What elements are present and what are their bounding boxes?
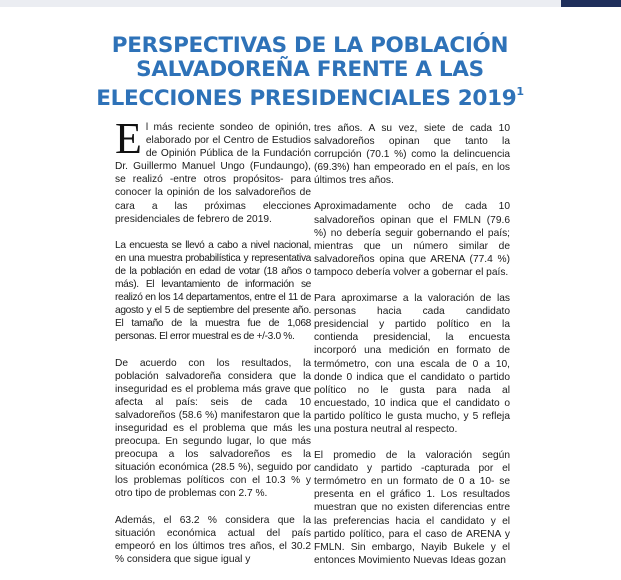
drop-cap-letter: E — [115, 114, 142, 163]
title-footnote-marker: 1 — [516, 85, 524, 98]
body-paragraph-4: Además, el 63.2 % considera que la situación económica actual del país empeoró en los últimos tres años, el 30.2 % considera que sigue igual y — [115, 514, 311, 565]
left-text-column — [115, 114, 311, 579]
body-paragraph-1 — [115, 114, 311, 226]
top-header-bar — [0, 0, 621, 7]
body-paragraph-2: La encuesta se llevó a cabo a nivel nacional, en una muestra probabilística y representativa de la población en edad de votar (18 años o más). El levantamiento de información se realizó en los 14 departamentos, entre el 11 de agosto y el 5 de septiembre del presente año. El tamaño de la muestra fue de 1,068 personas. El error muestral es de +/-3.0 %. — [115, 239, 311, 343]
body-paragraph-7: Para aproximarse a la valoración de las personas hacia cada candidato presidencial y partido político en la contienda presidencial, la encuesta incorporó una medición en formato de termómetro, con una escala de 0 a 10, donde 0 indica que el candidato o partido político no le gusta para nada al encuestado, 10 indica que el candidato o partido político le gusta mucho, y 5 refleja una postura neutral al respecto. — [314, 293, 510, 435]
title-line-2: SALVADOREÑA FRENTE A LAS — [136, 57, 484, 82]
body-paragraph-6: Aproximadamente ocho de cada 10 salvadoreños opinan que el FMLN (79.6 %) no debería seguir gobernando el país; mientras que un número similar de salvadoreños opina que ARENA (77.4 %) tampoco debería volver a gobernar el país. — [314, 201, 510, 278]
body-paragraph-5: tres años. A su vez, siete de cada 10 salvadoreños opinan que tanto la corrupción (70.1 %) como la delincuencia (69.3%) han empeorado en el país, en los últimos tres años. — [314, 123, 510, 187]
body-paragraph-3: De acuerdo con los resultados, la población salvadoreña considera que la inseguridad es el problema más grave que afecta al país: seis de cada 10 salvadoreños (58.6 %) manifestaron que la inseguridad es el problema que más les preocupa. En segundo lugar, lo que más preocupa a los salvadoreños es la situación económica (28.5 %), seguido por los problemas políticos con el 10.3 % y otro tipo de problemas con 2.7 %. — [115, 357, 311, 500]
header-accent-block — [561, 0, 621, 7]
paragraph-text: l más reciente sondeo de opinión, elaborado por el Centro de Estudios de Opinión Pública de la Fundación Dr. Guillermo Manuel Ungo (Fundaungo), se realizó -entre otros propósitos- para conocer la opinión de los salvadoreños de cara a las próximas elecciones presidenciales de febrero de 2019. — [115, 122, 311, 225]
title-line-3: ELECCIONES PRESIDENCIALES 2019 — [96, 86, 517, 112]
title-line-1: PERSPECTIVAS DE LA POBLACIÓN — [111, 33, 509, 58]
body-paragraph-8: El promedio de la valoración según candidato y partido -capturada por el termómetro en un formato de 0 a 10- se presenta en el gráfico 1. Los resultados muestran que no existen diferencias entre las preferencias hacia el candidato y el partido político, para el caso de ARENA y FMLN. Sin embargo, Nayib Bukele y el entonces Movimiento Nuevas Ideas gozan — [314, 450, 510, 566]
article-title — [60, 34, 560, 111]
right-text-column — [314, 122, 510, 580]
